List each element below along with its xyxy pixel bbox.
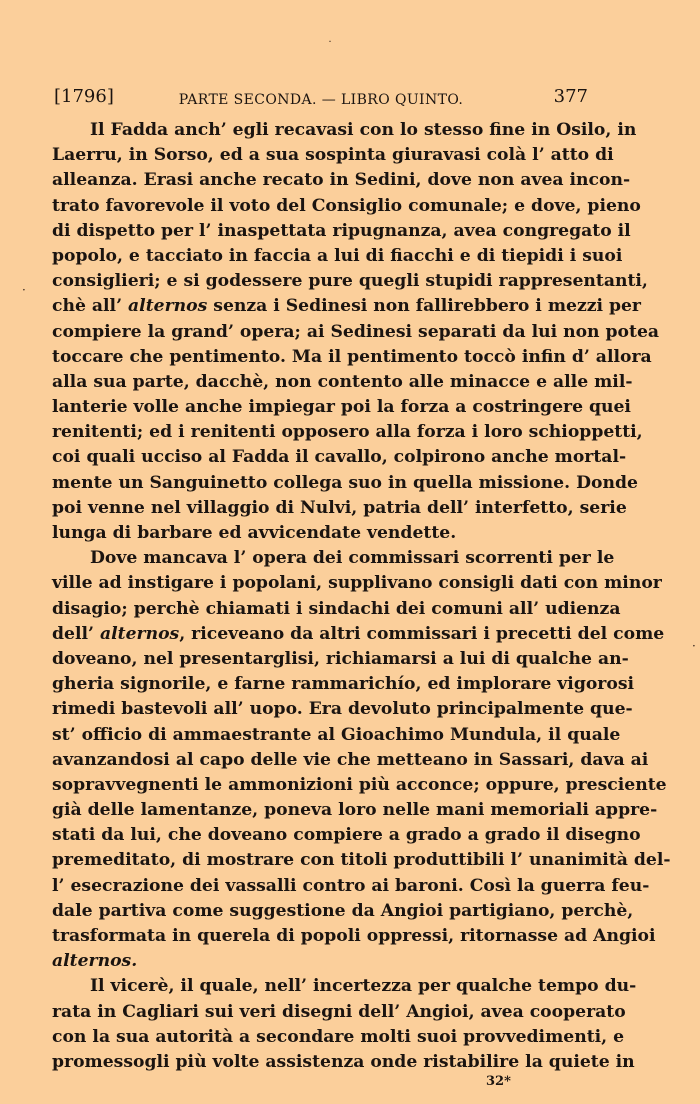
text-line: di dispetto per l’ inaspettata ripugnanza, avea congregato il	[52, 220, 631, 241]
text-line: premeditato, di mostrare con titoli produttibili l’ unanimità del-	[52, 850, 671, 871]
text-line: trasformata in querela di popoli oppressi, ritornasse ad Angioi	[52, 926, 656, 946]
header-year: [1796]	[54, 86, 114, 107]
text-line: rata in Cagliari sui veri disegni dell’ Angioi, avea cooperato	[52, 1001, 626, 1022]
text-line: promessogli più volte assistenza onde ristabilire la quiete in	[52, 1051, 635, 1072]
text-line: renitenti; ed i renitenti opposero alla forza i loro schioppetti,	[52, 422, 643, 443]
text-line: Dove mancava l’ opera dei commissari scorrenti per le	[90, 548, 615, 569]
text-line: avanzandosi al capo delle vie che metteano in Sassari, dava ai	[52, 749, 649, 770]
text-line: st’ officio di ammaestrante al Gioachimo Mundula, il quale	[52, 724, 621, 745]
text-line: dell’ alternos, riceveano da altri commissari i precetti del come	[52, 623, 665, 644]
text-line: dale partiva come suggestione da Angioi partigiano, perchè,	[52, 900, 634, 921]
running-title: PARTE SECONDA. — LIBRO QUINTO.	[178, 92, 464, 108]
text-line: chè all’ alternos senza i Sedinesi non fallirebbero i mezzi per	[52, 296, 641, 317]
text-line: ville ad instigare i popolani, supplivano consigli dati con minor	[52, 573, 662, 594]
text-line: popolo, e tacciato in faccia a lui di fiacchi e di tiepidi i suoi	[52, 245, 623, 266]
text-line: Il vicerè, il quale, nell’ incertezza per qualche tempo du-	[90, 976, 637, 997]
text-line: coi quali ucciso al Fadda il cavallo, colpirono anche mortal-	[52, 447, 627, 468]
text-line: Laerru, in Sorso, ed a sua sospinta giuravasi colà l’ atto di	[52, 145, 614, 166]
text-line: alleanza. Erasi anche recato in Sedini, dove non avea incon-	[52, 170, 631, 191]
paragraph	[52, 118, 660, 546]
text-line: sopravvegnenti le ammonizioni più acconce; oppure, presciente	[52, 774, 667, 795]
paragraph	[52, 974, 637, 1075]
text-line: doveano, nel presentarglisi, richiamarsi a lui di qualche an-	[52, 648, 629, 669]
text-line: l’ esecrazione dei vassalli contro ai baroni. Così la guerra feu-	[52, 875, 650, 896]
page-header	[54, 86, 588, 110]
text-line: già delle lamentanze, poneva loro nelle mani memoriali appre-	[52, 800, 658, 821]
text-line: trato favorevole il voto del Consiglio comunale; e dove, pieno	[52, 195, 641, 216]
text-line: rimedi bastevoli all’ uopo. Era devoluto principalmente que-	[52, 699, 633, 720]
page-number: 377	[553, 86, 588, 107]
text-line: Il Fadda anch’ egli recavasi con lo stesso fine in Osilo, in	[90, 120, 637, 140]
text-line: lunga di barbare ed avvicendate vendette.	[52, 523, 457, 543]
text-line: consiglieri; e si godessere pure quegli stupidi rappresentanti,	[52, 271, 648, 292]
text-line: disagio; perchè chiamati i sindachi dei comuni all’ udienza	[52, 598, 621, 619]
text-line: con la sua autorità a secondare molti suoi provvedimenti, e	[52, 1026, 625, 1047]
text-line: toccare che pentimento. Ma il pentimento toccò infin d’ allora	[52, 346, 652, 367]
speck: ˙	[327, 39, 333, 53]
text-line: stati da lui, che doveano compiere a grado a grado il disegno	[52, 825, 641, 846]
signature-mark: 32*	[486, 1074, 511, 1089]
text-line: alternos.	[52, 951, 138, 972]
body-text	[52, 118, 671, 1075]
text-line: gheria signorile, e farne rammarichío, ed implorare vigorosi	[52, 674, 635, 695]
text-line: lanterie volle anche impiegar poi la forza a costringere quei	[52, 397, 631, 418]
paragraph	[52, 546, 671, 974]
speck: ·	[22, 283, 26, 297]
text-line: alla sua parte, dacchè, non contento alle minacce e alle mil-	[52, 371, 633, 392]
text-line: mente un Sanguinetto collega suo in quella missione. Donde	[52, 472, 638, 493]
text-line: poi venne nel villaggio di Nulvi, patria dell’ interfetto, serie	[52, 497, 627, 518]
text-line: compiere la grand’ opera; ai Sedinesi separati da lui non potea	[52, 321, 660, 342]
speck: ·	[692, 639, 696, 653]
